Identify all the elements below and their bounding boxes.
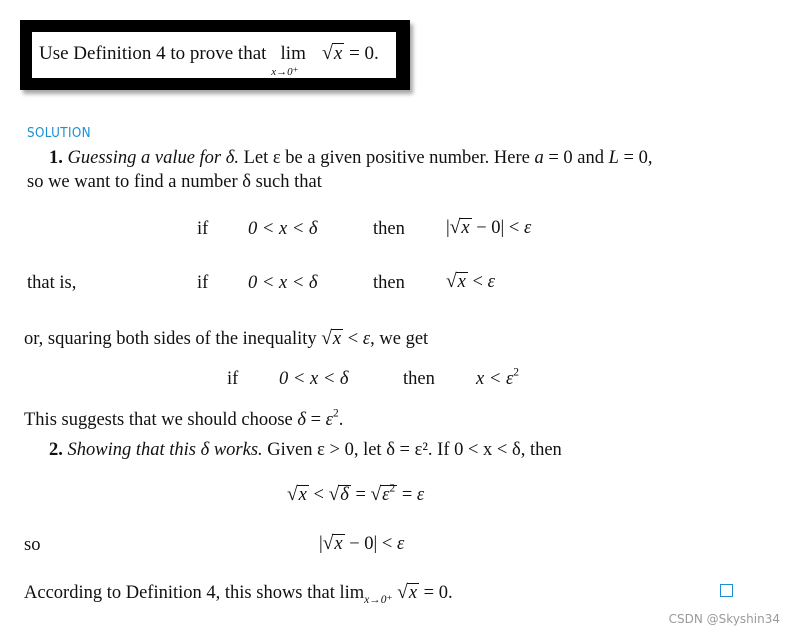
step2-title: Showing that this δ works. [67,440,263,460]
qed-square-icon [720,584,733,597]
cond2-result: √x < ε [446,271,495,292]
problem-box [20,20,410,90]
lim-word: lim [280,43,306,64]
cond2-then: then [373,273,405,293]
solution-label: SOLUTION [27,126,91,141]
cond1-result: |√x − 0| < ε [446,217,532,238]
limit-operator [271,43,311,78]
watermark: CSDN @Skyshin34 [668,612,780,626]
so-label: so [24,535,41,555]
sqrt-x: √x [321,42,343,64]
cond3-then: then [403,369,435,389]
step1-text1: Let ε be a given positive number. Here [243,148,530,168]
cond2-if: if [197,273,209,293]
so-result: |√x − 0| < ε [319,533,405,554]
cond2-range: 0 < x < δ [248,273,318,293]
step2-line [49,440,562,461]
cond3-range: 0 < x < δ [279,369,349,389]
cond3-result: $x < \varepsilon^2$ [476,366,519,389]
step1-title: Guessing a value for δ. [67,148,239,168]
problem-suffix: = 0. [349,43,379,64]
conclusion-line: According to Definition 4, this shows that $\lim_{x\to 0^+} √x = 0$. [24,582,453,607]
cond1-then: then [373,219,405,239]
suggests-line: This suggests that we should choose $\delta = \varepsilon^2$. [24,407,344,430]
cond1-if: if [197,219,209,239]
cond1-range: 0 < x < δ [248,219,318,239]
lim-subscript: x→0⁺ [271,66,299,78]
problem-inner [32,32,396,78]
step1-line1: 1. Guessing a value for δ. Let ε be a given positive number. Here a = 0 and L = 0, [49,148,653,168]
problem-prefix: Use Definition 4 to prove that [39,43,267,64]
step2-text: Given ε > 0, let δ = ε². If 0 < x < δ, then [267,440,562,460]
squaring-line: or, squaring both sides of the inequality √x < ε, we get [24,328,429,349]
step2-number: 2. [49,440,63,460]
step1-line2: so we want to find a number δ such that [27,172,322,192]
cond3-if: if [227,369,239,389]
problem-statement [39,42,379,78]
that-is-label: that is, [27,273,77,293]
chain-equation: $√x < √\delta = √\varepsilon^2 = \varepsilon$ [287,482,425,505]
step1-number: 1. [49,148,63,168]
